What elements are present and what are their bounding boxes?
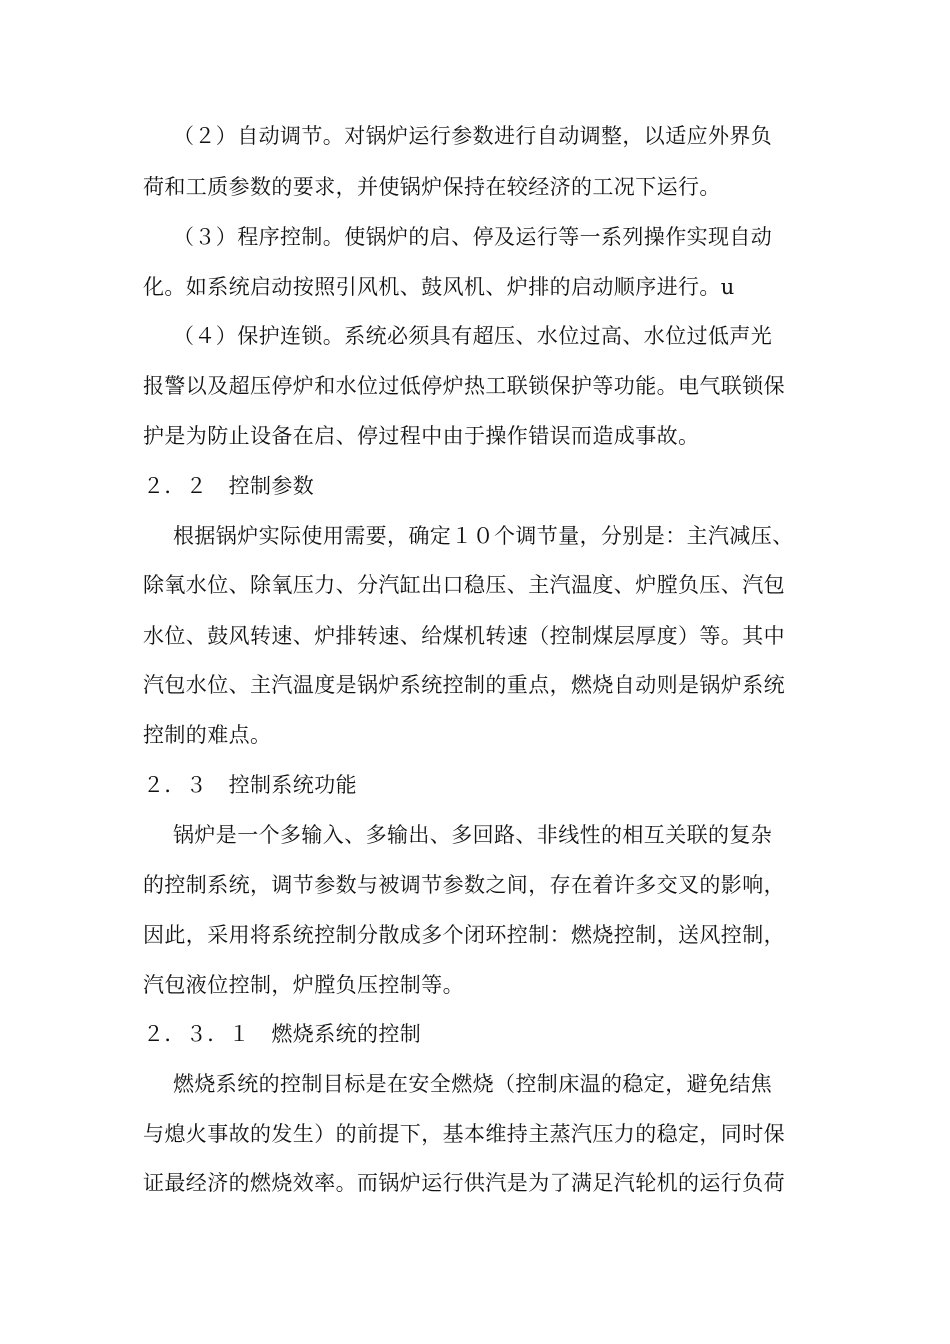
paragraph-control-params-line-1: 根据锅炉实际使用需要，确定１０个调节量，分别是：主汽减压、 xyxy=(173,524,794,548)
paragraph-control-params-line-3: 水位、鼓风转速、炉排转速、给煤机转速（控制煤层厚度）等。其中 xyxy=(143,624,785,648)
paragraph-system-function-line-1: 锅炉是一个多输入、多输出、多回路、非线性的相互关联的复杂 xyxy=(173,823,773,847)
paragraph-combustion-line-3: 证最经济的燃烧效率。而锅炉运行供汽是为了满足汽轮机的运行负荷 xyxy=(143,1171,785,1195)
paragraph-system-function-line-2: 的控制系统，调节参数与被调节参数之间，存在着许多交叉的影响， xyxy=(143,873,785,897)
section-heading-2-3-1: ２．３．１ 燃烧系统的控制 xyxy=(143,1022,422,1046)
section-heading-2-3: ２．３ 控制系统功能 xyxy=(143,773,357,797)
paragraph-item-4-line-1: （４）保护连锁。系统必须具有超压、水位过高、水位过低声光 xyxy=(173,324,773,348)
paragraph-combustion-line-2: 与熄火事故的发生）的前提下，基本维持主蒸汽压力的稳定，同时保 xyxy=(143,1122,785,1146)
paragraph-system-function-line-3: 因此，采用将系统控制分散成多个闭环控制：燃烧控制，送风控制， xyxy=(143,923,785,947)
paragraph-control-params-line-4: 汽包水位、主汽温度是锅炉系统控制的重点，燃烧自动则是锅炉系统 xyxy=(143,673,785,697)
paragraph-item-3-line-1: （３）程序控制。使锅炉的启、停及运行等一系列操作实现自动 xyxy=(173,225,773,249)
paragraph-item-3-line-2: 化。如系统启动按照引风机、鼓风机、炉排的启动顺序进行。u xyxy=(143,275,735,299)
section-heading-2-2: ２．２ 控制参数 xyxy=(143,474,315,498)
paragraph-item-2-line-1: （２）自动调节。对锅炉运行参数进行自动调整，以适应外界负 xyxy=(173,124,773,148)
paragraph-item-4-line-2: 报警以及超压停炉和水位过低停炉热工联锁保护等功能。电气联锁保 xyxy=(143,374,785,398)
paragraph-item-2-line-2: 荷和工质参数的要求，并使锅炉保持在较经济的工况下运行。 xyxy=(143,175,721,199)
paragraph-combustion-line-1: 燃烧系统的控制目标是在安全燃烧（控制床温的稳定，避免结焦 xyxy=(173,1072,773,1096)
paragraph-control-params-line-5: 控制的难点。 xyxy=(143,723,272,747)
paragraph-system-function-line-4: 汽包液位控制，炉膛负压控制等。 xyxy=(143,973,464,997)
paragraph-item-4-line-3: 护是为防止设备在启、停过程中由于操作错误而造成事故。 xyxy=(143,424,700,448)
paragraph-control-params-line-2: 除氧水位、除氧压力、分汽缸出口稳压、主汽温度、炉膛负压、汽包 xyxy=(143,573,785,597)
